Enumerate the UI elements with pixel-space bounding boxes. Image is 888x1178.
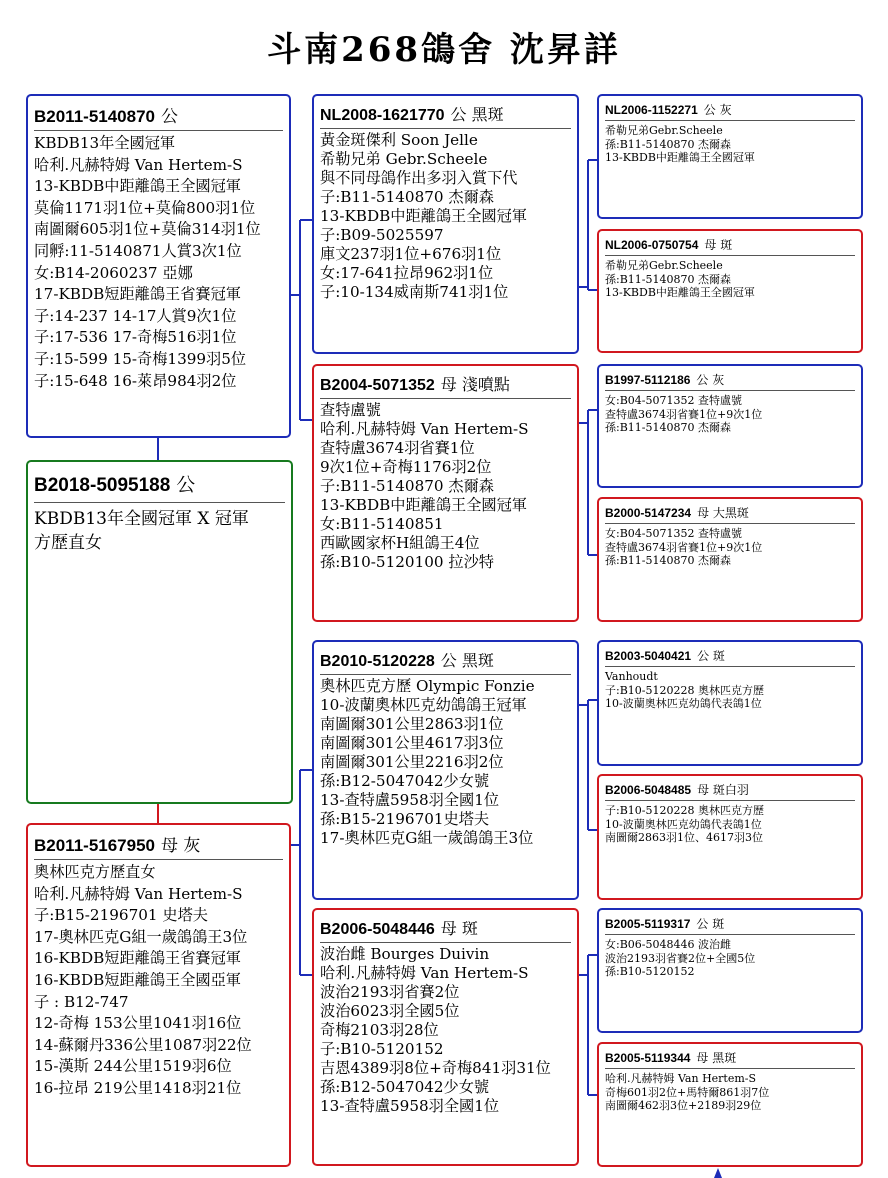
sire-sire-header	[320, 96, 571, 129]
dss-line: 10-波蘭奧林匹克幼鴿代表鴿1位	[605, 697, 762, 711]
ssd-details	[605, 256, 855, 300]
sire-ring: B2011-5140870	[34, 107, 156, 126]
page-title: 斗南268鴿舍 沈昇詳	[267, 30, 621, 70]
dsd-header	[605, 776, 855, 801]
sdd-line: 孫:B11-5140870 杰爾森	[605, 554, 731, 568]
sdd-header	[605, 499, 855, 524]
dam-dam-line: 哈利.凡赫特姆 Van Hertem-S	[320, 964, 529, 982]
dam-line: 15-漢斯 244公里1519羽6位	[34, 1057, 232, 1076]
dam-sire-line: 南圖爾301公里2216羽2位	[320, 753, 504, 771]
connector-ds-dss-dsd	[578, 700, 597, 830]
subject-info: 公	[176, 474, 196, 496]
ddd-header	[605, 1044, 855, 1069]
dss-header	[605, 642, 855, 667]
connector-sire-ss-sd	[290, 220, 312, 420]
sire-line: 子:15-599 15-奇梅1399羽5位	[34, 349, 247, 368]
ssd-line: 孫:B11-5140870 杰爾森	[605, 272, 731, 286]
dds-ring: B2005-5119317	[605, 917, 691, 931]
dam-dam-line: 波治2193羽省賽2位	[320, 983, 460, 1001]
dam-ring: B2011-5167950	[34, 836, 156, 855]
ddd-card	[597, 1042, 863, 1167]
dam-line: 12-奇梅 153公里1041羽16位	[34, 1014, 242, 1033]
triangle-marker-icon	[714, 1168, 722, 1178]
dam-sire-line: 南圖爾301公里4617羽3位	[320, 734, 504, 752]
sss-details	[605, 121, 855, 165]
dsd-details	[605, 801, 855, 845]
sdd-ring: B2000-5147234	[605, 506, 692, 520]
sds-details	[605, 391, 855, 435]
ssd-ring: NL2006-0750754	[605, 238, 699, 252]
subject-line: KBDB13年全國冠軍 X 冠軍	[34, 509, 249, 529]
ddd-info: 母 黑斑	[696, 1051, 737, 1065]
dam-dam-ring: B2006-5048446	[320, 921, 435, 938]
sire-line: 女:B14-2060237 亞娜	[34, 263, 193, 282]
sire-dam-line: 9次1位+奇梅1176羽2位	[320, 458, 492, 476]
dam-sire-card	[312, 640, 579, 900]
dds-details	[605, 935, 855, 979]
dam-line: 14-蘇爾丹336公里1087羽22位	[34, 1035, 252, 1054]
sire-dam-line: 女:B11-5140851	[320, 515, 444, 533]
dam-line: 哈利.凡赫特姆 Van Hertem-S	[34, 884, 243, 903]
sire-line: 子:14-237 14-17人賞9次1位	[34, 306, 237, 325]
dss-ring: B2003-5040421	[605, 649, 692, 663]
dam-sire-ring: B2010-5120228	[320, 653, 435, 670]
ddd-line: 南圖爾462羽3位+2189羽29位	[605, 1099, 762, 1113]
sire-dam-line: 13-KBDB中距離鴿王全國冠軍	[320, 496, 527, 514]
sds-card	[597, 364, 863, 488]
sire-dam-line: 查特盧號	[320, 401, 381, 419]
sire-line: 哈利.凡赫特姆 Van Hertem-S	[34, 155, 243, 174]
dam-sire-details	[320, 675, 571, 848]
subject-card	[26, 460, 293, 804]
dds-card	[597, 908, 863, 1033]
sss-line: 孫:B11-5140870 杰爾森	[605, 137, 731, 151]
dds-line: 波治2193羽省賽2位+全國5位	[605, 951, 756, 965]
sds-header	[605, 366, 855, 391]
dam-header	[34, 825, 283, 860]
sds-line: 孫:B11-5140870 杰爾森	[605, 421, 731, 435]
sire-dam-line: 西歐國家杯H組鴿王4位	[320, 534, 480, 552]
sss-line: 13-KBDB中距離鴿王全國冠軍	[605, 151, 755, 165]
sdd-card	[597, 497, 863, 622]
sire-dam-line: 哈利.凡赫特姆 Van Hertem-S	[320, 420, 529, 438]
dss-line: Vanhoudt	[605, 670, 658, 683]
sire-dam-line: 孫:B10-5120100 拉沙特	[320, 553, 494, 571]
sire-line: KBDB13年全國冠軍	[34, 134, 176, 152]
dam-dam-details	[320, 943, 571, 1116]
dam-dam-line: 波治雌 Bourges Duivin	[320, 945, 490, 963]
sire-details	[34, 131, 283, 392]
dam-details	[34, 860, 283, 1100]
sire-line: 17-KBDB短距離鴿王省賽冠軍	[34, 285, 241, 304]
sire-sire-details	[320, 129, 571, 302]
dam-dam-line: 波治6023羽全國5位	[320, 1002, 460, 1020]
dsd-card	[597, 774, 863, 900]
dam-line: 16-拉昂 219公里1418羽21位	[34, 1078, 242, 1097]
subject-header	[34, 462, 285, 503]
sire-sire-ring: NL2008-1621770	[320, 107, 445, 124]
sds-info: 公 灰	[696, 373, 725, 387]
sire-sire-line: 13-KBDB中距離鴿王全國冠軍	[320, 207, 527, 225]
sss-card	[597, 94, 863, 219]
dam-line: 17-奧林匹克G組一歲鴿鴿王3位	[34, 927, 248, 946]
dam-sire-line: 孫:B12-5047042少女號	[320, 772, 490, 790]
sire-dam-details	[320, 399, 571, 572]
ddd-ring: B2005-5119344	[605, 1051, 691, 1065]
subject-details	[34, 503, 285, 555]
sds-ring: B1997-5112186	[605, 373, 691, 387]
dsd-info: 母 斑白羽	[697, 783, 749, 797]
dam-line: 奧林匹克方歷直女	[34, 863, 156, 881]
sire-sire-line: 庫文237羽1位+676羽1位	[320, 245, 502, 263]
sss-line: 希勒兄弟Gebr.Scheele	[605, 124, 723, 137]
sire-dam-header	[320, 366, 571, 399]
dsd-ring: B2006-5048485	[605, 783, 692, 797]
connector-dd-dds-ddd	[578, 955, 597, 1095]
sire-sire-line: 與不同母鴿作出多羽入賞下代	[320, 169, 518, 187]
dds-line: 女:B06-5048446 波治雌	[605, 938, 731, 951]
sdd-details	[605, 524, 855, 568]
dss-info: 公 斑	[697, 649, 725, 663]
sss-ring: NL2006-1152271	[605, 103, 698, 117]
subject-line: 方歷直女	[34, 533, 102, 553]
dsd-line: 子:B10-5120228 奧林匹克方歷	[605, 804, 764, 817]
sds-line: 查特盧3674羽省賽1位+9次1位	[605, 407, 763, 421]
sss-info: 公 灰	[703, 103, 732, 117]
sire-sire-line: 希勒兄弟 Gebr.Scheele	[320, 150, 488, 168]
sire-card	[26, 94, 291, 438]
connector-sd-sds-sdd	[578, 410, 597, 555]
dsd-line: 10-波蘭奧林匹克幼鴿代表鴿1位	[605, 817, 762, 831]
dam-info: 母 灰	[161, 836, 201, 856]
dam-sire-line: 13-查特盧5958羽全國1位	[320, 791, 500, 809]
sire-line: 子:15-648 16-萊昂984羽2位	[34, 371, 237, 390]
sire-sire-line: 黃金斑傑利 Soon Jelle	[320, 131, 478, 149]
ddd-details	[605, 1069, 855, 1113]
sss-header	[605, 96, 855, 121]
dam-dam-card	[312, 908, 579, 1166]
dam-dam-line: 奇梅2103羽28位	[320, 1021, 439, 1039]
sire-dam-info: 母 淺噴點	[440, 375, 510, 394]
dam-line: 子 : B12-747	[34, 992, 129, 1011]
dam-line: 16-KBDB短距離鴿王全國亞軍	[34, 970, 241, 989]
dam-card	[26, 823, 291, 1167]
sdd-info: 母 大黑斑	[697, 506, 749, 520]
dam-sire-line: 奧林匹克方歷 Olympic Fonzie	[320, 677, 535, 695]
dss-line: 子:B10-5120228 奧林匹克方歷	[605, 683, 764, 697]
sire-line: 同孵:11-5140871人賞3次1位	[34, 241, 242, 260]
sdd-line: 查特盧3674羽省賽1位+9次1位	[605, 540, 763, 554]
ssd-info: 母 斑	[704, 238, 733, 252]
sire-line: 南圖爾605羽1位+莫倫314羽1位	[34, 220, 261, 239]
dam-dam-line: 13-查特盧5958羽全國1位	[320, 1097, 500, 1115]
dam-dam-header	[320, 910, 571, 943]
dam-dam-line: 孫:B12-5047042少女號	[320, 1078, 490, 1096]
dam-sire-line: 孫:B15-2196701史塔夫	[320, 810, 490, 828]
sire-dam-card	[312, 364, 579, 622]
dam-dam-info: 母 斑	[440, 919, 478, 938]
sire-line: 莫倫1171羽1位+莫倫800羽1位	[34, 198, 256, 217]
dam-dam-line: 子:B10-5120152	[320, 1040, 444, 1058]
dam-sire-line: 南圖爾301公里2863羽1位	[320, 715, 504, 733]
dss-card	[597, 640, 863, 766]
sds-line: 女:B04-5071352 查特盧號	[605, 394, 742, 407]
ddd-line: 哈利.凡赫特姆 Van Hertem-S	[605, 1072, 757, 1085]
connector-ss-sss-ssd	[578, 160, 597, 290]
sire-line: 子:17-536 17-奇梅516羽1位	[34, 328, 237, 347]
sire-sire-line: 女:17-641拉昂962羽1位	[320, 264, 494, 282]
dss-details	[605, 667, 855, 711]
dds-info: 公 斑	[696, 917, 725, 931]
dam-sire-info: 公 黑斑	[440, 651, 494, 670]
sdd-line: 女:B04-5071352 查特盧號	[605, 527, 742, 540]
sire-dam-ring: B2004-5071352	[320, 377, 435, 394]
ssd-line: 希勒兄弟Gebr.Scheele	[605, 259, 723, 272]
dam-sire-header	[320, 642, 571, 675]
dsd-line: 南圖爾2863羽1位、4617羽3位	[605, 831, 763, 845]
dds-line: 孫:B10-5120152	[605, 965, 695, 979]
sire-header	[34, 96, 283, 131]
sire-sire-line: 子:10-134威南斯741羽1位	[320, 283, 509, 301]
subject-ring: B2018-5095188	[34, 475, 171, 496]
sire-info: 公	[161, 107, 179, 127]
sire-line: 13-KBDB中距離鴿王全國冠軍	[34, 177, 241, 196]
connector-dam-ds-dd	[290, 770, 312, 975]
sire-sire-line: 子:B09-5025597	[320, 226, 444, 244]
dam-line: 子:B15-2196701 史塔夫	[34, 906, 208, 925]
sire-sire-card	[312, 94, 579, 354]
ddd-line: 奇梅601羽2位+馬特爾861羽7位	[605, 1085, 770, 1099]
dam-dam-line: 吉恩4389羽8位+奇梅841羽31位	[320, 1059, 551, 1077]
sire-dam-line: 查特盧3674羽省賽1位	[320, 439, 475, 457]
ssd-line: 13-KBDB中距離鴿王全國冠軍	[605, 286, 755, 300]
dam-sire-line: 10-波蘭奧林匹克幼鴿鴿王冠軍	[320, 696, 527, 714]
ssd-card	[597, 229, 863, 353]
sire-sire-info: 公 黑斑	[450, 105, 504, 124]
dam-sire-line: 17-奧林匹克G組一歲鴿鴿王3位	[320, 829, 534, 847]
dds-header	[605, 910, 855, 935]
ssd-header	[605, 231, 855, 256]
sire-dam-line: 子:B11-5140870 杰爾森	[320, 477, 494, 495]
sire-sire-line: 子:B11-5140870 杰爾森	[320, 188, 494, 206]
dam-line: 16-KBDB短距離鴿王省賽冠軍	[34, 949, 241, 968]
